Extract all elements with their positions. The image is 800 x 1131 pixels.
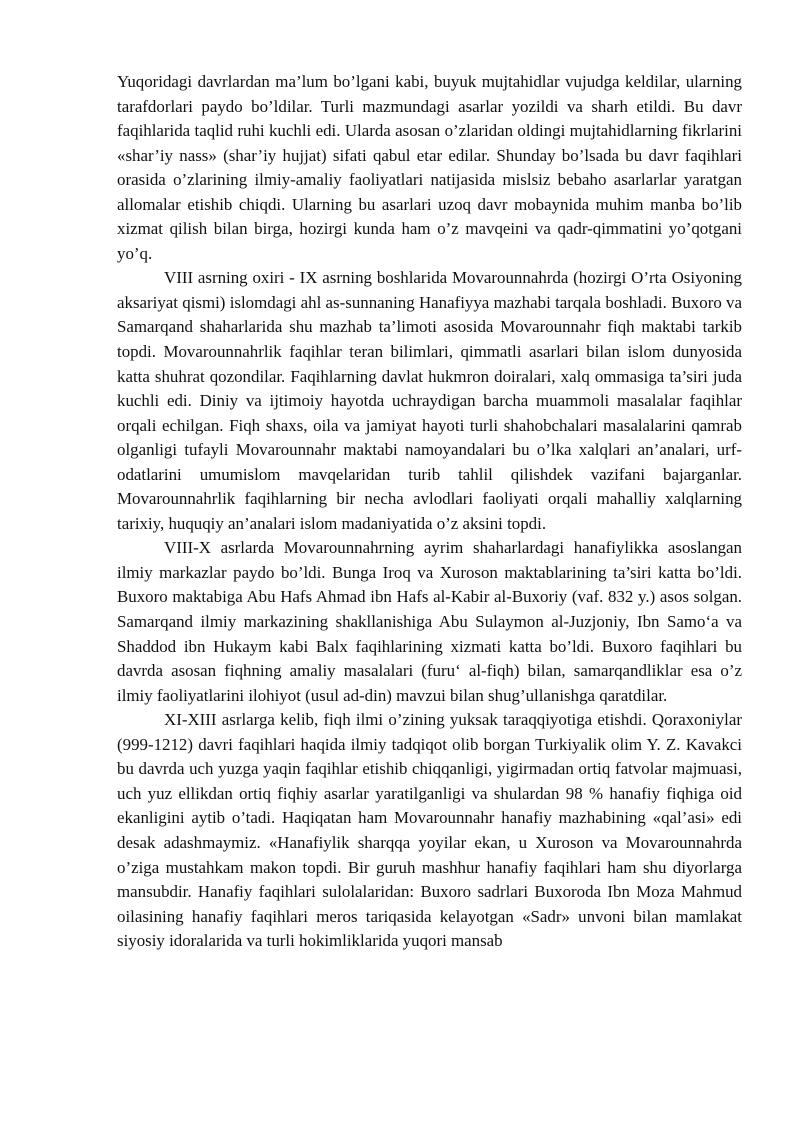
document-page <box>117 70 742 954</box>
paragraph-4: XI-XIII asrlarga kelib, fiqh ilmi o’zining yuksak taraqqiyotiga etishdi. Qoraxoniylar (999-1212) davri faqihlari haqida ilmiy tadqiqot olib borgan Turkiyalik olim Y. Z. Kavakci bu davrda uch yuzga yaqin faqihlar etishib chiqqanligi, yigirmadan ortiq fatvolar majmuasi, uch yuz ellikdan ortiq fiqhiy asarlar yaratilganligi va shulardan 98 % hanafiy fiqhiga oid ekanligini aytib o’tadi. Haqiqatan ham Movarounnahr hanafiy mazhabining «qal’asi» edi desak adashmaymiz. «Hanafiylik sharqqa yoyilar ekan, u Xuroson va Movarounnahrda o’ziga mustahkam makon topdi. Bir guruh mashhur hanafiy faqihlari ham shu diyorlarga mansubdir. Hanafiy faqihlari sulolalaridan: Buxoro sadrlari Buxoroda Ibn Moza Mahmud oilasining hanafiy faqihlari meros tariqasida kelayotgan «Sadr» unvoni bilan mamlakat siyosiy idoralarida va turli hokimliklarida yuqori mansab <box>117 710 742 951</box>
paragraph-1: Yuqoridagi davrlardan ma’lum bo’lgani kabi, buyuk mujtahidlar vujudga keldilar, ularning tarafdorlari paydo bo’ldilar. Turli mazmundagi asarlar yozildi va sharh etildi. Bu davr faqihlarida taqlid ruhi kuchli edi. Ularda asosan o’zlaridan oldingi mujtahidlarning fikrlarini «shar’iy nass» (shar’iy hujjat) sifati qabul etar edilar. Shunday bo’lsada bu davr faqihlari orasida o’zlarining ilmiy-amaliy faoliyatlari natijasida mislsiz bebaho asarlarlar yaratgan allomalar etishib chiqdi. Ularning bu asarlari uzoq davr mobaynida muhim manba bo’lib xizmat qilish bilan birga, hozirgi kunda ham o’z mavqeini va qadr-qimmatini yo’qotgani yo’q. <box>117 72 742 263</box>
paragraph-2: VIII asrning oxiri - IX asrning boshlarida Movarounnahrda (hozirgi O’rta Osiyoning aksariyat qismi) islomdagi ahl as-sunnaning Hanafiyya mazhabi tarqala boshladi. Buxoro va Samarqand shaharlarida shu mazhab ta’limoti asosida Movarounnahr fiqh maktabi tarkib topdi. Movarounnahrlik faqihlar teran bilimlari, qimmatli asarlari bilan islom dunyosida katta shuhrat qozondilar. Faqihlarning davlat hukmron doiralari, xalq ommasiga ta’siri juda kuchli edi. Diniy va ijtimoiy hayotda uchraydigan barcha muammoli masalalar faqihlar orqali echilgan. Fiqh shaxs, oila va jamiyat hayoti turli shahobchalari masalalarini qamrab olganligi tufayli Movarounnahr maktabi namoyandalari bu o’lka xalqlari an’analari, urf-odatlarini umumislom mavqelaridan turib tahlil qilishdek vazifani bajarganlar. Movarounnahrlik faqihlarning bir necha avlodlari faoliyati orqali mahalliy xalqlarning tarixiy, huquqiy an’analari islom madaniyatida o’z aksini topdi. <box>117 268 742 533</box>
paragraph-3: VIII-X asrlarda Movarounnahrning ayrim shaharlardagi hanafiylikka asoslangan ilmiy markazlar paydo bo’ldi. Bunga Iroq va Xuroson maktablarining ta’siri katta bo’ldi. Buxoro maktabiga Abu Hafs Ahmad ibn Hafs al-Kabir al-Buxoriy (vaf. 832 y.) asos solgan. Samarqand ilmiy markazining shakllanishiga Abu Sulaymon al-Juzjoniy, Ibn Samo‘a va Shaddod ibn Hukaym kabi Balx faqihlarining xizmati katta bo’ldi. Buxoro faqihlari bu davrda asosan fiqhning amaliy masalalari (furu‘ al-fiqh) bilan, samarqandliklar esa o’z ilmiy faoliyatlarini ilohiyot (usul ad-din) mavzui bilan shug’ullanishga qaratdilar. <box>117 538 742 705</box>
